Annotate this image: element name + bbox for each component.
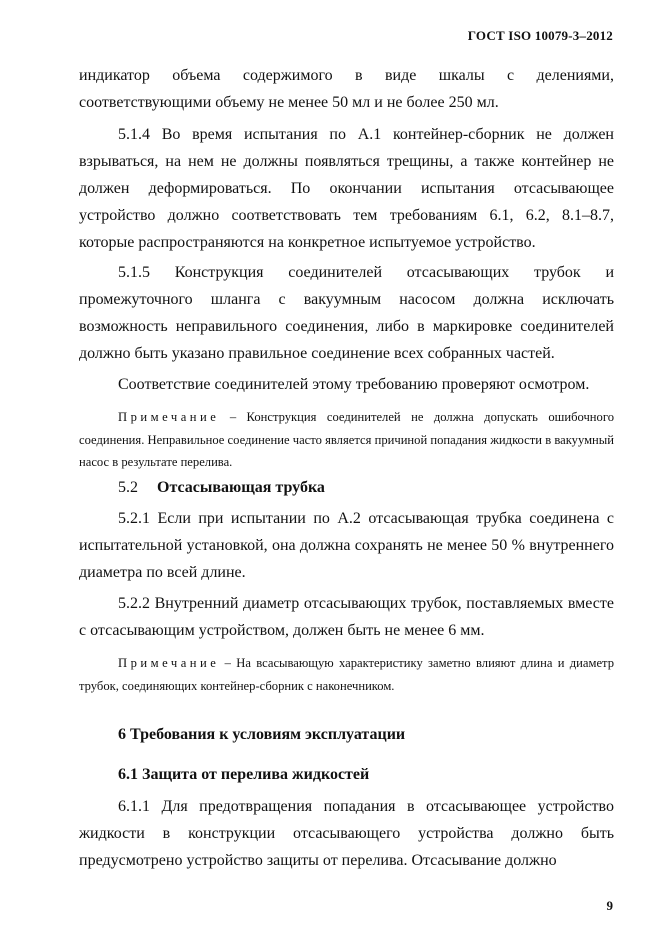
document-code-header: ГОСТ ISO 10079-3–2012 (467, 28, 613, 43)
paragraph-5-1-5: 5.1.5 Конструкция соединителей отсасывающих трубок и промежуточного шланга с вакуумным насосом должна исключать возможность неправильного соединения, либо в маркировке соединителей должно быть указано правильное соединение всех собранных частей. (79, 264, 614, 362)
paragraph-5-1-4: 5.1.4 Во время испытания по А.1 контейнер-сборник не должен взрываться, на нем не должны появляться трещины, а также контейнер не должен деформироваться. По окончании испытания отсасывающее устройство должно соответствовать тем требованиям 6.1, 6.2, 8.1–8.7, которые распространяются на конкретное испытуемое устройство. (79, 126, 614, 251)
section-5-2-heading (79, 474, 614, 501)
paragraph-inspection: Соответствие соединителей этому требованию проверяют осмотром. (118, 376, 590, 393)
note-connectors (79, 406, 614, 474)
page-content (79, 62, 614, 874)
page-number: 9 (606, 898, 613, 913)
paragraph-intro: индикатор объема содержимого в виде шкалы с делениями, соответствующими объему не менее 50 мл и не более 250 мл. (79, 67, 614, 111)
section-6-1-heading: 6.1 Защита от перелива жидкостей (118, 766, 370, 783)
paragraph-5-2-2: 5.2.2 Внутренний диаметр отсасывающих трубок, поставляемых вместе с отсасывающим устройством, должен быть не менее 6 мм. (79, 595, 614, 639)
note-label: Примечание (118, 656, 220, 670)
note-text: – На всасывающую характеристику заметно влияют длина и диаметр трубок, соединяющих контейнер-сборник с наконечником. (79, 656, 614, 693)
section-title: Отсасывающая трубка (157, 479, 325, 496)
paragraph-5-2-1: 5.2.1 Если при испытании по А.2 отсасывающая трубка соединена с испытательной установкой, она должна сохранять не менее 50 % внутреннего диаметра по всей длине. (79, 510, 614, 581)
paragraph-6-1-1: 6.1.1 Для предотвращения попадания в отсасывающее устройство жидкости в конструкции отсасывающего устройства должно быть предусмотрено устройство защиты от перелива. Отсасывание должно (79, 798, 614, 869)
section-6-heading: 6 Требования к условиям эксплуатации (118, 726, 406, 743)
note-suction (79, 652, 614, 697)
note-label: Примечание (118, 410, 220, 424)
section-number: 5.2 (118, 479, 138, 496)
note-text: – Конструкция соединителей не должна допускать ошибочного соединения. Неправильное соединение часто является причиной попадания жидкости в вакуумный насос в результате перелива. (79, 410, 614, 469)
